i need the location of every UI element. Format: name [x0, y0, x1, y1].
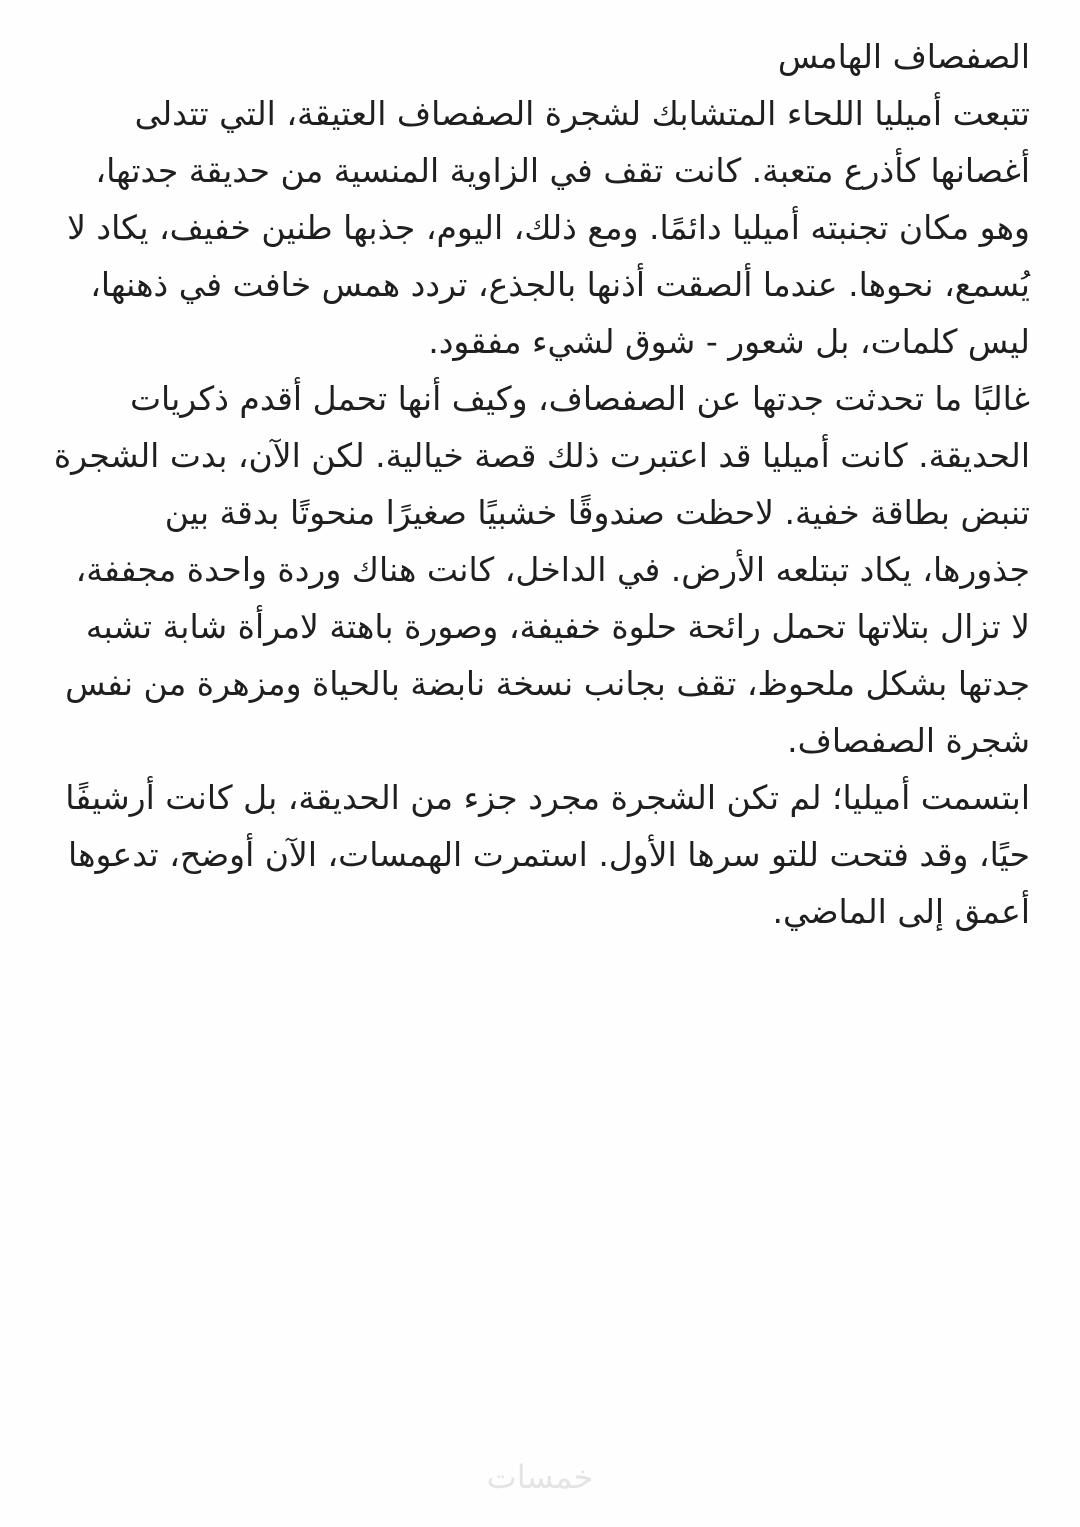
paragraph-1: تتبعت أميليا اللحاء المتشابك لشجرة الصفصاف العتيقة، التي تتدلى أغصانها كأذرع متعبة. كانت تقف في الزاوية المنسية من حديقة جدتها، وهو مكان تجنبته أميليا دائمًا. ومع ذلك، اليوم، جذبها طنين خفيف، يكاد لا يُسمع، نحوها. عندما ألصقت أذنها بالجذع، تردد همس خافت في ذهنها، ليس كلمات، بل شعور - شوق لشيء مفقود. [67, 94, 1030, 361]
watermark-logo: خمسات [486, 1458, 594, 1496]
paragraph-3: ابتسمت أميليا؛ لم تكن الشجرة مجرد جزء من الحديقة، بل كانت أرشيفًا حيًا، وقد فتحت للتو سرها الأول. استمرت الهمسات، الآن أوضح، تدعوها أعمق إلى الماضي. [65, 778, 1030, 931]
document-title: الصفصاف الهامس [777, 37, 1030, 76]
paragraph-2: غالبًا ما تحدثت جدتها عن الصفصاف، وكيف أنها تحمل أقدم ذكريات الحديقة. كانت أميليا قد اعتبرت ذلك قصة خيالية. لكن الآن، بدت الشجرة تنبض بطاقة خفية. لاحظت صندوقًا خشبيًا صغيرًا منحوتًا بدقة بين جذورها، يكاد تبتلعه الأرض. في الداخل، كانت هناك وردة واحدة مجففة، لا تزال بتلاتها تحمل رائحة حلوة خفيفة، وصورة باهتة لامرأة شابة تشبه جدتها بشكل ملحوظ، تقف بجانب نسخة نابضة بالحياة ومزهرة من نفس شجرة الصفصاف. [53, 379, 1030, 760]
document-body [50, 28, 1030, 940]
